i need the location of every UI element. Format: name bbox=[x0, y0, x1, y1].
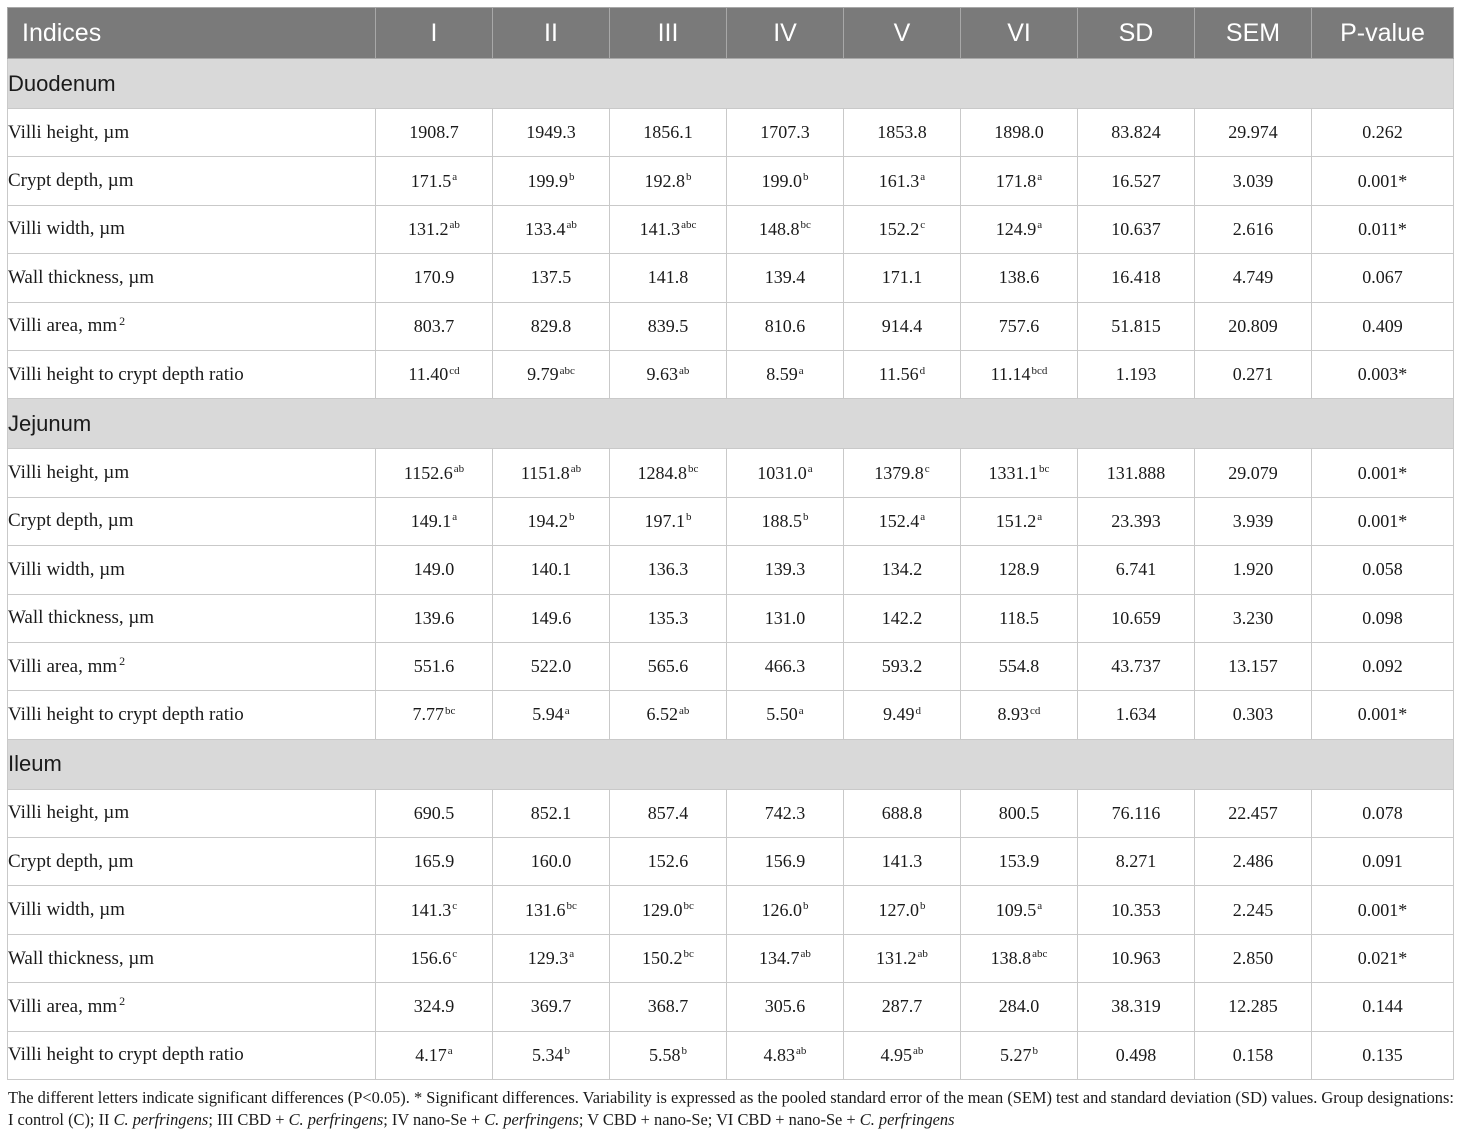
table-cell: 133.4$^{ab}$ bbox=[493, 205, 610, 253]
table-cell: 171.8$^a$ bbox=[961, 157, 1078, 205]
table-cell: 0.011* bbox=[1312, 205, 1454, 253]
table-cell: 152.2$^c$ bbox=[844, 205, 961, 253]
table-cell: 6.52$^{ab}$ bbox=[610, 691, 727, 739]
table-cell: 2.850 bbox=[1195, 934, 1312, 982]
table-cell: 305.6 bbox=[727, 983, 844, 1031]
table-cell: 1379.8$^c$ bbox=[844, 449, 961, 497]
table-cell: 0.058 bbox=[1312, 546, 1454, 594]
table-cell: 131.888 bbox=[1078, 449, 1195, 497]
table-cell: 8.271 bbox=[1078, 838, 1195, 886]
table-cell: 197.1$^b$ bbox=[610, 497, 727, 545]
table-cell: 10.659 bbox=[1078, 594, 1195, 642]
table-cell: 51.815 bbox=[1078, 302, 1195, 350]
table-cell: 4.83$^{ab}$ bbox=[727, 1031, 844, 1079]
table-cell: 1853.8 bbox=[844, 109, 961, 157]
table-cell: 1284.8$^{bc}$ bbox=[610, 449, 727, 497]
column-header-vi: VI bbox=[961, 8, 1078, 59]
table-cell: 0.001* bbox=[1312, 691, 1454, 739]
table-cell: 1898.0 bbox=[961, 109, 1078, 157]
column-header-sem: SEM bbox=[1195, 8, 1312, 59]
table-cell: 0.001* bbox=[1312, 497, 1454, 545]
table-cell: 1152.6$^{ab}$ bbox=[376, 449, 493, 497]
table-cell: 5.50$^a$ bbox=[727, 691, 844, 739]
table-cell: 0.158 bbox=[1195, 1031, 1312, 1079]
table-cell: 1856.1 bbox=[610, 109, 727, 157]
section-title: Duodenum bbox=[8, 59, 1454, 109]
table-cell: 38.319 bbox=[1078, 983, 1195, 1031]
table-cell: 0.092 bbox=[1312, 642, 1454, 690]
table-cell: 138.6 bbox=[961, 254, 1078, 302]
table-cell: 131.2$^{ab}$ bbox=[376, 205, 493, 253]
table-cell: 1949.3 bbox=[493, 109, 610, 157]
table-cell: 0.098 bbox=[1312, 594, 1454, 642]
data-table bbox=[7, 7, 1454, 1080]
table-cell: 690.5 bbox=[376, 789, 493, 837]
column-header-p-value: P-value bbox=[1312, 8, 1454, 59]
table-cell: 149.0 bbox=[376, 546, 493, 594]
table-cell: 0.135 bbox=[1312, 1031, 1454, 1079]
table-cell: 287.7 bbox=[844, 983, 961, 1031]
table-cell: 23.393 bbox=[1078, 497, 1195, 545]
table-cell: 0.271 bbox=[1195, 350, 1312, 398]
table-cell: 156.6$^c$ bbox=[376, 934, 493, 982]
table-cell: 11.56$^d$ bbox=[844, 350, 961, 398]
table-row bbox=[8, 1031, 1454, 1079]
table-cell: 43.737 bbox=[1078, 642, 1195, 690]
row-label: Wall thickness, µm bbox=[8, 254, 376, 302]
table-row bbox=[8, 546, 1454, 594]
table-cell: 151.2$^a$ bbox=[961, 497, 1078, 545]
table-cell: 10.963 bbox=[1078, 934, 1195, 982]
table-cell: 11.14$^{bcd}$ bbox=[961, 350, 1078, 398]
table-row bbox=[8, 109, 1454, 157]
table-cell: 139.6 bbox=[376, 594, 493, 642]
table-cell: 0.144 bbox=[1312, 983, 1454, 1031]
table-cell: 199.9$^b$ bbox=[493, 157, 610, 205]
column-header-indices: Indices bbox=[8, 8, 376, 59]
table-cell: 0.001* bbox=[1312, 886, 1454, 934]
table-cell: 134.7$^{ab}$ bbox=[727, 934, 844, 982]
table-cell: 148.8$^{bc}$ bbox=[727, 205, 844, 253]
table-cell: 914.4 bbox=[844, 302, 961, 350]
table-cell: 0.003* bbox=[1312, 350, 1454, 398]
row-label: Villi height to crypt depth ratio bbox=[8, 1031, 376, 1079]
table-cell: 1331.1$^{bc}$ bbox=[961, 449, 1078, 497]
table-cell: 149.1$^a$ bbox=[376, 497, 493, 545]
table-cell: 2.486 bbox=[1195, 838, 1312, 886]
column-header-iv: IV bbox=[727, 8, 844, 59]
table-cell: 199.0$^b$ bbox=[727, 157, 844, 205]
table-cell: 4.95$^{ab}$ bbox=[844, 1031, 961, 1079]
table-cell: 565.6 bbox=[610, 642, 727, 690]
table-cell: 1.634 bbox=[1078, 691, 1195, 739]
row-label: Crypt depth, µm bbox=[8, 838, 376, 886]
table-cell: 4.17$^a$ bbox=[376, 1031, 493, 1079]
table-cell: 800.5 bbox=[961, 789, 1078, 837]
table-cell: 138.8$^{abc}$ bbox=[961, 934, 1078, 982]
row-label: Villi width, µm bbox=[8, 546, 376, 594]
table-cell: 2.245 bbox=[1195, 886, 1312, 934]
table-cell: 152.6 bbox=[610, 838, 727, 886]
table-cell: 160.0 bbox=[493, 838, 610, 886]
table-cell: 1908.7 bbox=[376, 109, 493, 157]
column-header-iii: III bbox=[610, 8, 727, 59]
table-cell: 3.230 bbox=[1195, 594, 1312, 642]
row-label: Villi height, µm bbox=[8, 449, 376, 497]
table-cell: 149.6 bbox=[493, 594, 610, 642]
table-cell: 1707.3 bbox=[727, 109, 844, 157]
column-header-ii: II bbox=[493, 8, 610, 59]
table-row bbox=[8, 157, 1454, 205]
row-label: Villi area, mm $^2$ bbox=[8, 983, 376, 1031]
row-label: Wall thickness, µm bbox=[8, 934, 376, 982]
table-cell: 3.039 bbox=[1195, 157, 1312, 205]
table-cell: 852.1 bbox=[493, 789, 610, 837]
table-cell: 9.49$^d$ bbox=[844, 691, 961, 739]
table-cell: 13.157 bbox=[1195, 642, 1312, 690]
table-cell: 554.8 bbox=[961, 642, 1078, 690]
table-header bbox=[8, 8, 1454, 59]
table-row bbox=[8, 594, 1454, 642]
table-cell: 6.741 bbox=[1078, 546, 1195, 594]
table-cell: 742.3 bbox=[727, 789, 844, 837]
table-cell: 7.77$^{bc}$ bbox=[376, 691, 493, 739]
table-cell: 368.7 bbox=[610, 983, 727, 1031]
table-cell: 153.9 bbox=[961, 838, 1078, 886]
row-label: Villi height to crypt depth ratio bbox=[8, 691, 376, 739]
table-row bbox=[8, 934, 1454, 982]
table-row bbox=[8, 642, 1454, 690]
table-cell: 4.749 bbox=[1195, 254, 1312, 302]
table-cell: 0.001* bbox=[1312, 157, 1454, 205]
table-cell: 126.0$^b$ bbox=[727, 886, 844, 934]
table-footnote: The different letters indicate significant differences (P<0.05). * Significant differences. Variability is expressed as the pooled standard error of the mean (SEM) test and standard deviation (SD) values. Group designations: I control (C); II C. perfringens; III CBD + C. perfringens; IV nano-Se + C. perfringens; V CBD + nano-Se; VI CBD + nano-Se + C. perfringens bbox=[8, 1088, 1454, 1129]
table-cell: 9.79$^{abc}$ bbox=[493, 350, 610, 398]
table-cell: 152.4$^a$ bbox=[844, 497, 961, 545]
table-cell: 136.3 bbox=[610, 546, 727, 594]
row-label: Villi width, µm bbox=[8, 205, 376, 253]
table-cell: 522.0 bbox=[493, 642, 610, 690]
table-row bbox=[8, 497, 1454, 545]
table-cell: 593.2 bbox=[844, 642, 961, 690]
table-cell: 139.3 bbox=[727, 546, 844, 594]
table-cell: 129.0$^{bc}$ bbox=[610, 886, 727, 934]
table-cell: 142.2 bbox=[844, 594, 961, 642]
table-cell: 129.3$^a$ bbox=[493, 934, 610, 982]
table-cell: 171.5$^a$ bbox=[376, 157, 493, 205]
table-cell: 161.3$^a$ bbox=[844, 157, 961, 205]
column-header-v: V bbox=[844, 8, 961, 59]
table-row bbox=[8, 254, 1454, 302]
table-cell: 20.809 bbox=[1195, 302, 1312, 350]
table-cell: 134.2 bbox=[844, 546, 961, 594]
table-cell: 131.2$^{ab}$ bbox=[844, 934, 961, 982]
table-row bbox=[8, 691, 1454, 739]
table-row bbox=[8, 302, 1454, 350]
table-cell: 8.59$^a$ bbox=[727, 350, 844, 398]
table-cell: 150.2$^{bc}$ bbox=[610, 934, 727, 982]
table-cell: 5.94$^a$ bbox=[493, 691, 610, 739]
table-cell: 109.5$^a$ bbox=[961, 886, 1078, 934]
column-header-sd: SD bbox=[1078, 8, 1195, 59]
table-cell: 8.93$^{cd}$ bbox=[961, 691, 1078, 739]
table-cell: 194.2$^b$ bbox=[493, 497, 610, 545]
header-row bbox=[8, 8, 1454, 59]
table-cell: 131.6$^{bc}$ bbox=[493, 886, 610, 934]
table-cell: 839.5 bbox=[610, 302, 727, 350]
table-cell: 141.3 bbox=[844, 838, 961, 886]
table-cell: 5.34$^b$ bbox=[493, 1031, 610, 1079]
table-cell: 170.9 bbox=[376, 254, 493, 302]
table-cell: 118.5 bbox=[961, 594, 1078, 642]
table-cell: 12.285 bbox=[1195, 983, 1312, 1031]
section-title: Ileum bbox=[8, 739, 1454, 789]
table-cell: 284.0 bbox=[961, 983, 1078, 1031]
row-label: Crypt depth, µm bbox=[8, 157, 376, 205]
table-cell: 0.498 bbox=[1078, 1031, 1195, 1079]
table-cell: 165.9 bbox=[376, 838, 493, 886]
table-cell: 5.27$^b$ bbox=[961, 1031, 1078, 1079]
table-cell: 688.8 bbox=[844, 789, 961, 837]
row-label: Villi height, µm bbox=[8, 789, 376, 837]
table-cell: 1.193 bbox=[1078, 350, 1195, 398]
table-cell: 0.262 bbox=[1312, 109, 1454, 157]
table-cell: 11.40$^{cd}$ bbox=[376, 350, 493, 398]
table-row bbox=[8, 449, 1454, 497]
section-title: Jejunum bbox=[8, 399, 1454, 449]
table-cell: 0.067 bbox=[1312, 254, 1454, 302]
table-cell: 466.3 bbox=[727, 642, 844, 690]
row-label: Villi width, µm bbox=[8, 886, 376, 934]
table-cell: 9.63$^{ab}$ bbox=[610, 350, 727, 398]
table-cell: 22.457 bbox=[1195, 789, 1312, 837]
table-cell: 141.3$^{abc}$ bbox=[610, 205, 727, 253]
table-cell: 829.8 bbox=[493, 302, 610, 350]
table-cell: 192.8$^b$ bbox=[610, 157, 727, 205]
table-cell: 803.7 bbox=[376, 302, 493, 350]
table-cell: 0.001* bbox=[1312, 449, 1454, 497]
table-cell: 1.920 bbox=[1195, 546, 1312, 594]
column-header-i: I bbox=[376, 8, 493, 59]
table-cell: 810.6 bbox=[727, 302, 844, 350]
table-cell: 5.58$^b$ bbox=[610, 1031, 727, 1079]
table-cell: 137.5 bbox=[493, 254, 610, 302]
table-cell: 551.6 bbox=[376, 642, 493, 690]
table-cell: 16.418 bbox=[1078, 254, 1195, 302]
table-cell: 10.353 bbox=[1078, 886, 1195, 934]
table-body bbox=[8, 59, 1454, 1080]
row-label: Wall thickness, µm bbox=[8, 594, 376, 642]
table-cell: 131.0 bbox=[727, 594, 844, 642]
table-cell: 29.079 bbox=[1195, 449, 1312, 497]
table-cell: 83.824 bbox=[1078, 109, 1195, 157]
table-cell: 171.1 bbox=[844, 254, 961, 302]
table-cell: 128.9 bbox=[961, 546, 1078, 594]
table-cell: 2.616 bbox=[1195, 205, 1312, 253]
table-cell: 135.3 bbox=[610, 594, 727, 642]
table-cell: 0.091 bbox=[1312, 838, 1454, 886]
table-cell: 0.303 bbox=[1195, 691, 1312, 739]
row-label: Villi area, mm $^2$ bbox=[8, 302, 376, 350]
table-row bbox=[8, 886, 1454, 934]
table-cell: 1151.8$^{ab}$ bbox=[493, 449, 610, 497]
table-cell: 139.4 bbox=[727, 254, 844, 302]
row-label: Crypt depth, µm bbox=[8, 497, 376, 545]
row-label: Villi area, mm $^2$ bbox=[8, 642, 376, 690]
table-cell: 757.6 bbox=[961, 302, 1078, 350]
section-row-jejunum bbox=[8, 399, 1454, 449]
row-label: Villi height, µm bbox=[8, 109, 376, 157]
table-row bbox=[8, 350, 1454, 398]
table-cell: 1031.0$^a$ bbox=[727, 449, 844, 497]
table-row bbox=[8, 983, 1454, 1031]
table-cell: 10.637 bbox=[1078, 205, 1195, 253]
table-cell: 141.8 bbox=[610, 254, 727, 302]
table-cell: 140.1 bbox=[493, 546, 610, 594]
row-label: Villi height to crypt depth ratio bbox=[8, 350, 376, 398]
table-cell: 124.9$^a$ bbox=[961, 205, 1078, 253]
table-cell: 156.9 bbox=[727, 838, 844, 886]
table-cell: 0.409 bbox=[1312, 302, 1454, 350]
table-cell: 127.0$^b$ bbox=[844, 886, 961, 934]
section-row-duodenum bbox=[8, 59, 1454, 109]
table-cell: 16.527 bbox=[1078, 157, 1195, 205]
table-row bbox=[8, 205, 1454, 253]
table-cell: 141.3$^c$ bbox=[376, 886, 493, 934]
table-cell: 76.116 bbox=[1078, 789, 1195, 837]
table-cell: 188.5$^b$ bbox=[727, 497, 844, 545]
table-cell: 369.7 bbox=[493, 983, 610, 1031]
section-row-ileum bbox=[8, 739, 1454, 789]
table-row bbox=[8, 838, 1454, 886]
table-row bbox=[8, 789, 1454, 837]
table-cell: 3.939 bbox=[1195, 497, 1312, 545]
table-cell: 324.9 bbox=[376, 983, 493, 1031]
table-cell: 857.4 bbox=[610, 789, 727, 837]
table-cell: 29.974 bbox=[1195, 109, 1312, 157]
table-cell: 0.078 bbox=[1312, 789, 1454, 837]
table-cell: 0.021* bbox=[1312, 934, 1454, 982]
